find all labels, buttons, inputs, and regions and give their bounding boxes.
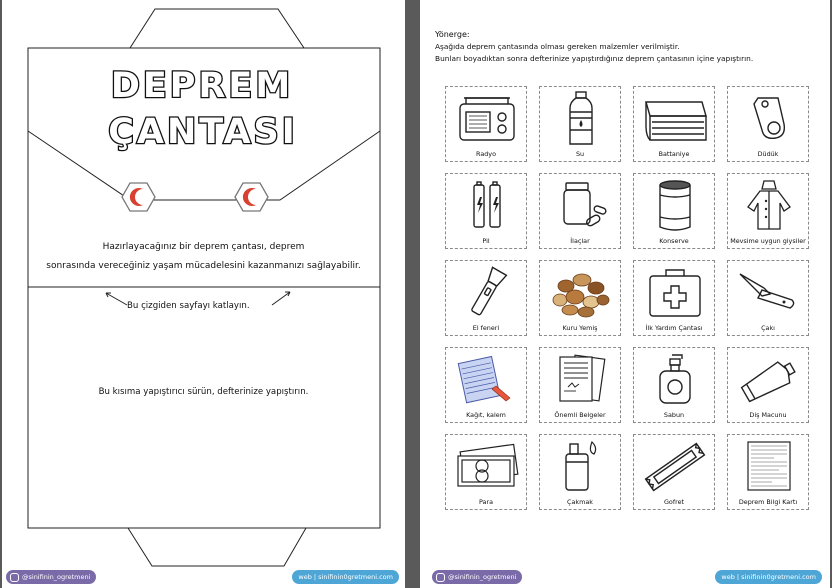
item-label: Pil xyxy=(482,237,490,245)
nuts-icon xyxy=(546,264,616,322)
water-bottle-icon xyxy=(546,90,616,148)
flashlight-icon xyxy=(452,264,522,322)
item-card-flashlight[interactable] xyxy=(445,260,527,336)
item-card-nuts[interactable] xyxy=(539,260,621,336)
paper-pen-icon xyxy=(452,351,522,409)
medicine-icon xyxy=(546,177,616,235)
item-card-lighter[interactable] xyxy=(539,434,621,510)
item-card-battery[interactable] xyxy=(445,173,527,249)
item-card-can[interactable] xyxy=(633,173,715,249)
item-card-knife[interactable] xyxy=(727,260,809,336)
item-card-money[interactable] xyxy=(445,434,527,510)
instagram-icon xyxy=(436,573,445,582)
item-label: Mevsime uygun giysiler xyxy=(730,237,806,245)
title-line1: DEPREM xyxy=(110,66,294,106)
hexagon-clasp-left xyxy=(122,183,155,211)
item-label: Kağıt, kalem xyxy=(466,411,506,419)
item-label: Su xyxy=(575,150,585,158)
item-card-water[interactable] xyxy=(539,86,621,162)
item-label: Deprem Bilgi Kartı xyxy=(738,498,798,506)
item-card-whistle[interactable] xyxy=(727,86,809,162)
item-label: Kuru Yemiş xyxy=(562,324,598,332)
items-grid xyxy=(445,86,811,510)
fold-instruction: Bu çizgiden sayfayı katlayın. xyxy=(127,301,250,311)
item-card-soap[interactable] xyxy=(633,347,715,423)
directive-line2: Bunları boyadıktan sonra defterinize yapıştırdığınız deprem çantasının içine yapıştırın. xyxy=(435,54,754,63)
item-card-info-card[interactable] xyxy=(727,434,809,510)
toothpaste-icon xyxy=(734,351,804,409)
bag-description-line2: sonrasında vereceğiniz yaşam mücadelesini kazanmanızı sağlayabilir. xyxy=(46,261,361,271)
item-label: Battaniye xyxy=(658,150,690,158)
item-card-medicine[interactable] xyxy=(539,173,621,249)
item-label: Sabun xyxy=(663,411,685,419)
item-label: Düdük xyxy=(757,150,779,158)
item-label: Çakmak xyxy=(567,498,593,506)
item-card-documents[interactable] xyxy=(539,347,621,423)
money-icon xyxy=(452,438,522,496)
item-label: İlaçlar xyxy=(570,237,590,245)
wafer-icon xyxy=(640,438,710,496)
hexagon-clasp-right xyxy=(235,183,268,211)
item-card-blanket[interactable] xyxy=(633,86,715,162)
instagram-badge[interactable] xyxy=(432,570,522,584)
item-label: Radyo xyxy=(476,150,496,158)
web-badge[interactable]: web | sinifinin0gretmeni.com xyxy=(292,570,399,584)
left-page xyxy=(2,0,405,588)
soap-icon xyxy=(640,351,710,409)
first-aid-kit-icon xyxy=(640,264,710,322)
can-icon xyxy=(640,177,710,235)
right-page xyxy=(420,0,830,588)
bag-description-line1: Hazırlayacağınız bir deprem çantası, deprem xyxy=(102,242,305,252)
pocket-knife-icon xyxy=(734,264,804,322)
web-badge[interactable]: web | sinifinin0gretmeni.com xyxy=(715,570,822,584)
directive-title: Yönerge: xyxy=(435,30,470,39)
item-label: Gofret xyxy=(663,498,685,506)
directive-line1: Aşağıda deprem çantasında olması gereken malzemler verilmiştir. xyxy=(435,42,680,51)
item-card-radio[interactable] xyxy=(445,86,527,162)
instagram-icon xyxy=(10,573,19,582)
blanket-icon xyxy=(640,90,710,148)
item-label: Çakı xyxy=(761,324,775,332)
instagram-handle: @sinifinin_ogretmeni xyxy=(22,573,91,581)
item-label: Diş Macunu xyxy=(749,411,787,419)
instagram-badge[interactable] xyxy=(6,570,96,584)
whistle-icon xyxy=(734,90,804,148)
documents-icon xyxy=(546,351,616,409)
item-card-toothpaste[interactable] xyxy=(727,347,809,423)
item-label: Önemli Belgeler xyxy=(554,411,606,419)
title-line2: ÇANTASI xyxy=(108,112,298,152)
item-card-paper-pen[interactable] xyxy=(445,347,527,423)
battery-icon xyxy=(452,177,522,235)
item-card-wafer[interactable] xyxy=(633,434,715,510)
lighter-icon xyxy=(546,438,616,496)
item-card-clothes[interactable] xyxy=(727,173,809,249)
radio-icon xyxy=(452,90,522,148)
instagram-handle: @sinifinin_ogretmeni xyxy=(448,573,517,581)
item-label: El feneri xyxy=(472,324,500,332)
glue-instruction: Bu kısıma yapıştırıcı sürün, defterinize yapıştırın. xyxy=(98,387,309,397)
item-card-first-aid[interactable] xyxy=(633,260,715,336)
info-card-icon xyxy=(734,438,804,496)
clothes-icon xyxy=(734,177,804,235)
bag-title xyxy=(2,0,405,160)
item-label: İlk Yardım Çantası xyxy=(645,324,703,332)
item-label: Para xyxy=(478,498,494,506)
item-label: Konserve xyxy=(659,237,689,245)
